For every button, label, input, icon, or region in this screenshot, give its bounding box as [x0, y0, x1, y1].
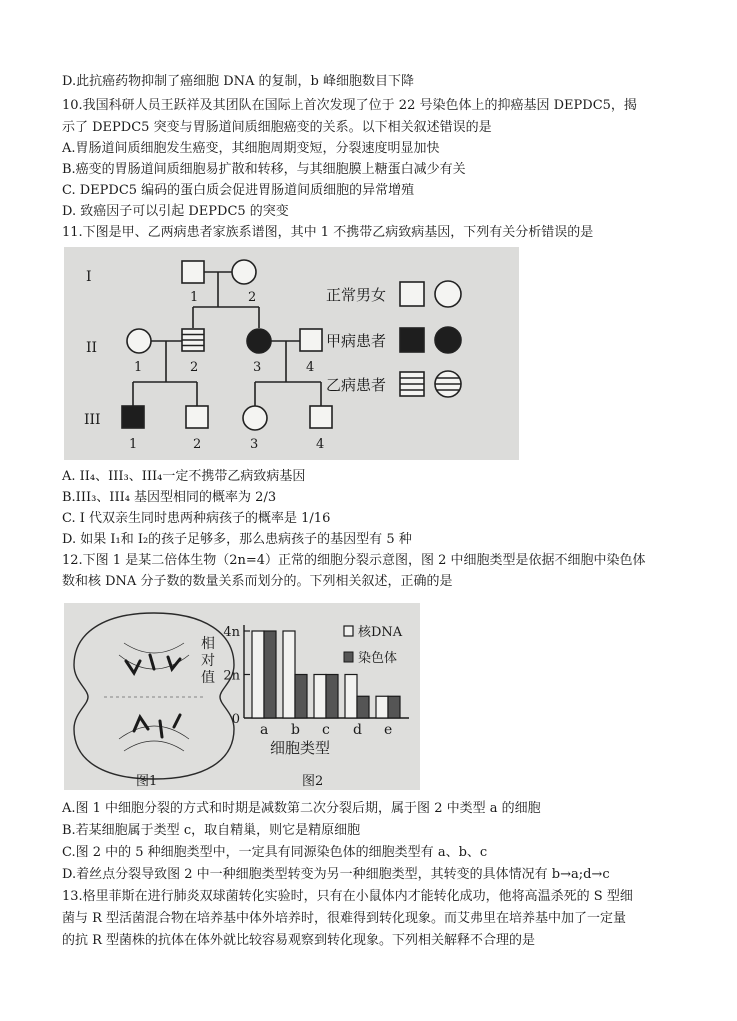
question-10-stem-cont: 示了 DEPDC5 突变与胃肠道间质细胞癌变的关系。以下相关叙述错误的是: [62, 120, 492, 135]
legend-dna-swatch: [344, 626, 353, 636]
g3-num-4: 4: [316, 437, 325, 452]
option-d-q9: D.此抗癌药物抑制了癌细胞 DNA 的复制，b 峰细胞数目下降: [62, 74, 414, 89]
legend-normal-male: [400, 282, 424, 306]
g2-num-2: 2: [190, 360, 199, 375]
fig1-caption: 图1: [136, 774, 158, 789]
q12-option-b: B.若某细胞属于类型 c，取自精巢，则它是精原细胞: [62, 823, 361, 838]
question-11-stem: 11.下图是甲、乙两病患者家族系谱图，其中 1 不携带乙病致病基因，下列有关分析错误的是: [62, 225, 594, 240]
g2-num-3: 3: [253, 360, 262, 375]
g2-male-4: [300, 329, 322, 351]
y-tick-0: 0: [231, 712, 240, 727]
question-12-stem: 12.下图 1 是某二倍体生物（2n=4）正常的细胞分裂示意图，图 2 中细胞类型是依据不细胞中染色体: [62, 553, 646, 568]
g1-num-1: 1: [190, 290, 199, 305]
bar-d-dna: [345, 675, 357, 719]
x-tick-d: d: [353, 722, 362, 738]
bar-a-dna: [252, 631, 264, 718]
q11-option-d: D. 如果 I₁和 I₂的孩子足够多，那么患病孩子的基因型有 5 种: [62, 532, 412, 547]
ylabel-char-3: 值: [201, 670, 215, 686]
question-10-stem: 10.我国科研人员王跃祥及其团队在国际上首次发现了位于 22 号染色体上的抑癌基因 DEPDC5，揭: [62, 98, 637, 113]
g3-male-4: [310, 406, 332, 428]
g3-male-2: [186, 406, 208, 428]
bar-c-dna: [314, 675, 326, 719]
legend-normal-female: [435, 281, 461, 307]
legend-yi-label: 乙病患者: [326, 376, 387, 394]
q10-option-d: D. 致癌因子可以引起 DEPDC5 的突变: [62, 204, 289, 219]
g3-num-3: 3: [250, 437, 259, 452]
g1-num-2: 2: [248, 290, 257, 305]
x-axis-label: 细胞类型: [270, 739, 331, 757]
g3-female-3: [243, 406, 267, 430]
fig2-caption: 图2: [302, 774, 324, 789]
q12-option-c: C.图 2 中的 5 种细胞类型中，一定具有同源染色体的细胞类型有 a、b、c: [62, 845, 488, 860]
bar-b-chromosome: [295, 675, 307, 719]
x-tick-a: a: [260, 722, 269, 738]
legend-jia-label: 甲病患者: [326, 332, 387, 350]
legend-chrom-swatch: [344, 652, 353, 662]
question-13-stem-end: 的抗 R 型菌株的抗体在体外就比较容易观察到转化现象。下列相关解释不合理的是: [62, 933, 536, 948]
g1-male-1: [182, 261, 204, 283]
g3-num-2: 2: [193, 437, 202, 452]
legend-jia-male: [400, 328, 424, 352]
q11-option-a: A. II₄、III₃、III₄一定不携带乙病致病基因: [62, 469, 306, 484]
y-tick-4n: 4n: [223, 625, 240, 640]
g3-num-1: 1: [129, 437, 138, 452]
bar-c-chromosome: [326, 675, 338, 719]
x-tick-c: c: [322, 722, 330, 738]
bar-e-dna: [376, 696, 388, 718]
legend-normal-label: 正常男女: [326, 286, 387, 304]
q10-option-a: A.胃肠道间质细胞发生癌变，其细胞周期变短，分裂速度明显加快: [62, 141, 440, 156]
g2-female-1: [127, 329, 151, 353]
ylabel-char-2: 对: [201, 653, 215, 669]
question-13-stem-cont: 菌与 R 型活菌混合物在培养基中体外培养时，很难得到转化现象。而艾弗里在培养基中加了一定量: [62, 911, 627, 926]
q12-option-d: D.着丝点分裂导致图 2 中一种细胞类型转变为另一种细胞类型，其转变的具体情况有 b→a;d→c: [62, 867, 610, 882]
x-tick-group: [260, 722, 392, 738]
gen-label-2: II: [86, 340, 98, 356]
pedigree-figure: [64, 247, 519, 460]
bar-a-chromosome: [264, 631, 276, 718]
x-tick-e: e: [384, 722, 393, 738]
g3-male-1-jia: [122, 406, 144, 428]
bar-e-chromosome: [388, 696, 400, 718]
ylabel-char-1: 相: [201, 636, 215, 652]
bar-b-dna: [283, 631, 295, 718]
x-tick-b: b: [291, 722, 300, 738]
q11-option-b: B.III₃、III₄ 基因型相同的概率为 2/3: [62, 490, 277, 505]
legend-chrom-label: 染色体: [358, 651, 398, 666]
bar-d-chromosome: [357, 696, 369, 718]
legend-dna-label: 核DNA: [358, 625, 403, 640]
q10-option-c: C. DEPDC5 编码的蛋白质会促进胃肠道间质细胞的异常增殖: [62, 183, 415, 198]
bar-group: [252, 631, 400, 718]
g1-female-2: [232, 260, 256, 284]
gen-label-1: I: [86, 269, 92, 285]
q11-option-c: C. I 代双亲生同时患两种病孩子的概率是 1/16: [62, 511, 331, 526]
gen-label-3: III: [84, 412, 101, 428]
y-tick-2n: 2n: [223, 668, 240, 684]
q10-option-b: B.癌变的胃肠道间质细胞易扩散和转移，与其细胞膜上糖蛋白减少有关: [62, 162, 466, 177]
legend-jia-female: [435, 327, 461, 353]
question-13-stem: 13.格里菲斯在进行肺炎双球菌转化实验时，只有在小鼠体内才能转化成功，他将高温杀死的 S 型细: [62, 889, 633, 904]
g2-female-3-jia: [247, 329, 271, 353]
q12-option-a: A.图 1 中细胞分裂的方式和时期是减数第二次分裂后期，属于图 2 中类型 a 的细胞: [62, 801, 541, 816]
question-12-stem-cont: 数和核 DNA 分子数的数量关系而划分的。下列相关叙述，正确的是: [62, 574, 453, 589]
cell-division-figure: [64, 603, 420, 790]
g2-num-1: 1: [134, 360, 143, 375]
g2-num-4: 4: [306, 360, 315, 375]
